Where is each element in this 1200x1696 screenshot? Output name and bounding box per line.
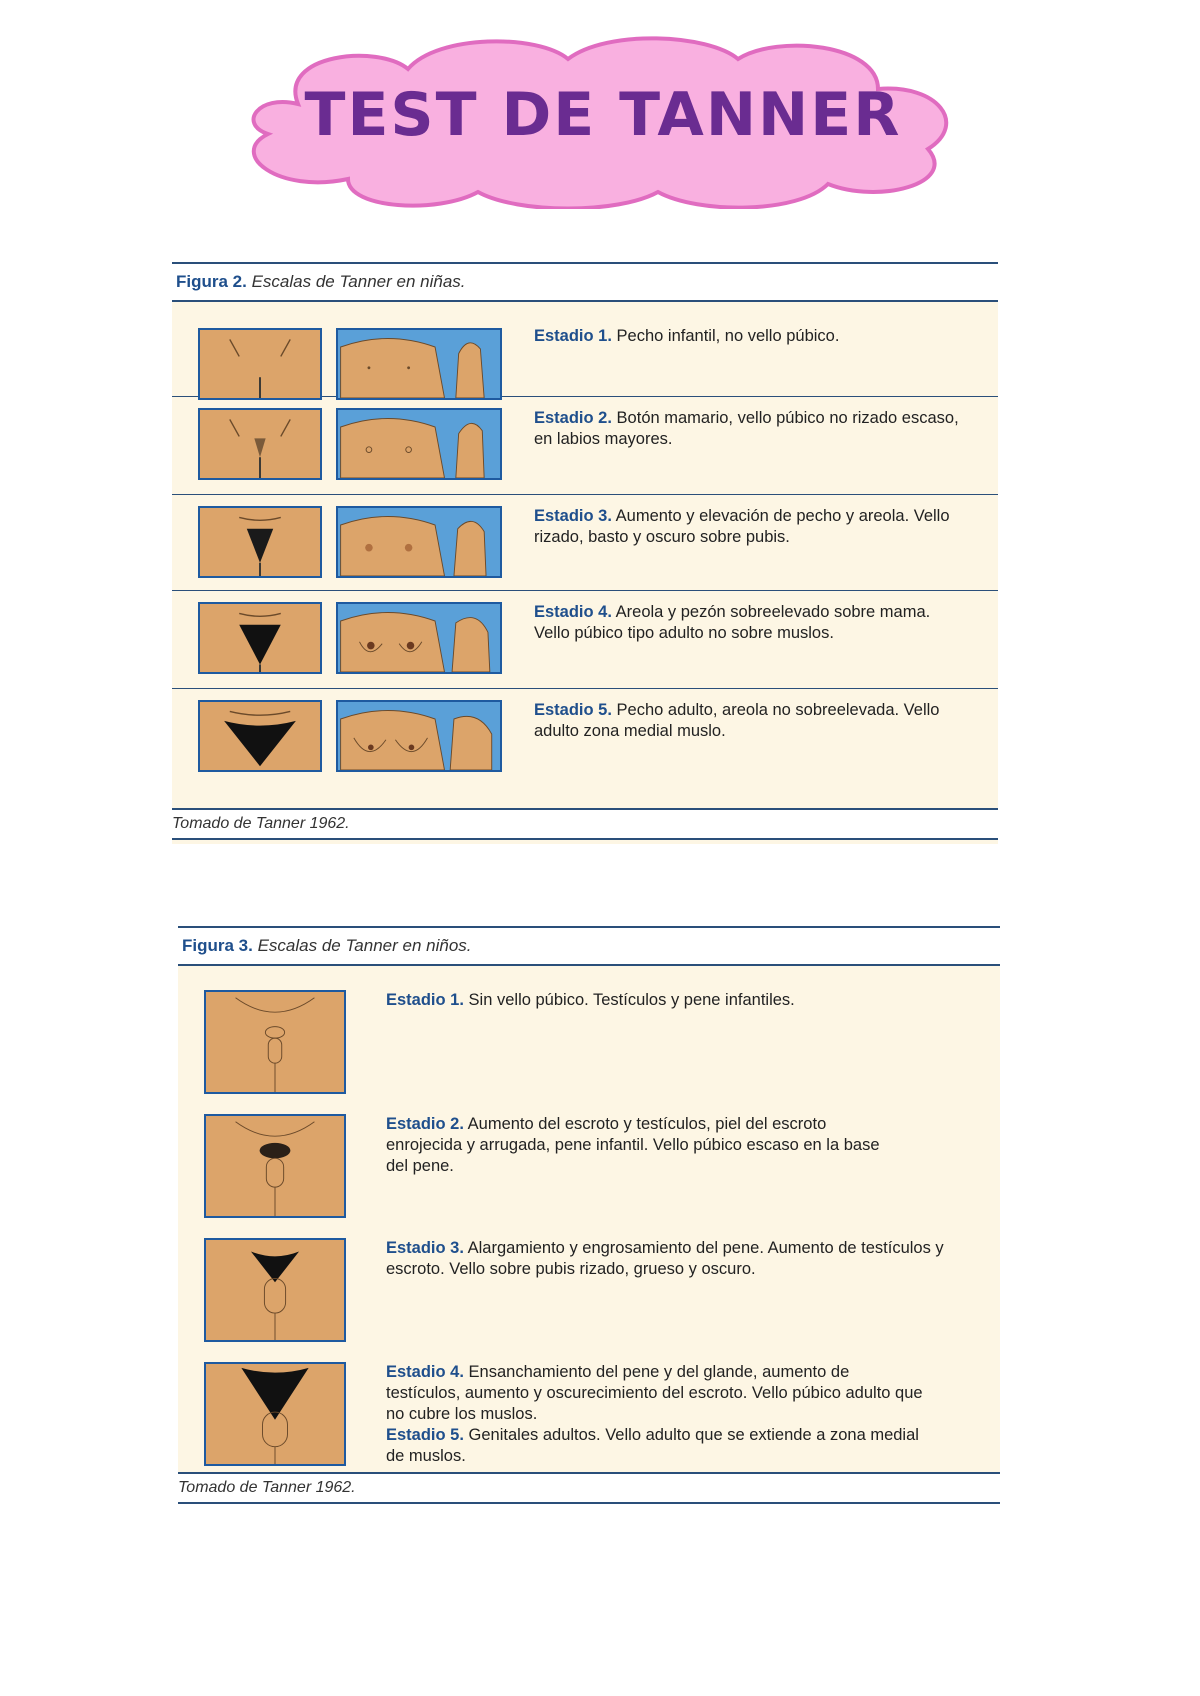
figure-boys bbox=[178, 926, 1000, 1500]
stage-description bbox=[534, 506, 964, 548]
caption-text: Escalas de Tanner en niñas. bbox=[251, 272, 466, 291]
pubic-illustration bbox=[198, 408, 322, 480]
pubic-illustration bbox=[198, 506, 322, 578]
stage-text: Genitales adultos. Vello adulto que se extiende a zona medial de muslos. bbox=[386, 1426, 919, 1465]
stage-text: Alargamiento y engrosamiento del pene. Aumento de testículos y escroto. Vello sobre pubis rizado, grueso y oscuro. bbox=[386, 1239, 944, 1278]
stage-text: Areola y pezón sobreelevado sobre mama. Vello púbico tipo adulto no sobre muslos. bbox=[534, 603, 931, 642]
figure-caption bbox=[178, 926, 1000, 966]
figure-caption bbox=[172, 262, 998, 302]
stage-row bbox=[172, 300, 998, 397]
page-title: TEST DE TANNER bbox=[304, 80, 902, 150]
figure-source: Tomado de Tanner 1962. bbox=[172, 808, 998, 840]
stage-label: Estadio 2. bbox=[534, 409, 612, 427]
stage-description bbox=[386, 1238, 946, 1280]
stage-label: Estadio 1. bbox=[386, 991, 464, 1009]
stage-text: Pecho adulto, areola no sobreelevada. Vello adulto zona medial muslo. bbox=[534, 701, 940, 740]
stage-label: Estadio 4. bbox=[534, 603, 612, 621]
pubic-illustration bbox=[198, 328, 322, 400]
genital-illustration bbox=[204, 1362, 346, 1466]
figure-girls bbox=[172, 262, 998, 844]
stage-label: Estadio 3. bbox=[534, 507, 612, 525]
stage-description bbox=[386, 990, 946, 1011]
stage-text: Sin vello púbico. Testículos y pene infantiles. bbox=[468, 991, 795, 1009]
breast-illustration bbox=[336, 602, 502, 674]
stage-row bbox=[178, 964, 1000, 1088]
stage-row bbox=[178, 1336, 1000, 1465]
stage-label: Estadio 1. bbox=[534, 327, 612, 345]
stage-row bbox=[172, 688, 998, 794]
stage-description bbox=[386, 1114, 906, 1177]
genital-illustration bbox=[204, 1114, 346, 1218]
pubic-illustration bbox=[198, 602, 322, 674]
stage-label: Estadio 4. bbox=[386, 1363, 464, 1381]
figure-source: Tomado de Tanner 1962. bbox=[178, 1472, 1000, 1504]
stage-description bbox=[534, 408, 964, 450]
stage-description bbox=[534, 700, 964, 742]
stage-label: Estadio 3. bbox=[386, 1239, 464, 1257]
breast-illustration bbox=[336, 700, 502, 772]
stage-text: Aumento del escroto y testículos, piel del escroto enrojecida y arrugada, pene infantil. Vello púbico escaso en la base del pene. bbox=[386, 1115, 880, 1175]
stage-text: Aumento y elevación de pecho y areola. Vello rizado, basto y oscuro sobre pubis. bbox=[534, 507, 950, 546]
stage-description bbox=[534, 326, 964, 347]
stage-row bbox=[172, 396, 998, 495]
caption-text: Escalas de Tanner en niños. bbox=[257, 936, 472, 955]
stage-row bbox=[178, 1212, 1000, 1336]
stage-text: Ensanchamiento del pene y del glande, aumento de testículos, aumento y oscurecimiento del escroto. Vello púbico adulto que no cubre los muslos. bbox=[386, 1363, 923, 1423]
breast-illustration bbox=[336, 506, 502, 578]
breast-illustration bbox=[336, 328, 502, 400]
stage-label: Estadio 5. bbox=[534, 701, 612, 719]
stage-text: Pecho infantil, no vello púbico. bbox=[616, 327, 840, 345]
stage-description bbox=[534, 602, 964, 644]
caption-label: Figura 3. bbox=[182, 936, 253, 955]
stage-label: Estadio 5. bbox=[386, 1426, 464, 1444]
genital-illustration bbox=[204, 1238, 346, 1342]
stage-label: Estadio 2. bbox=[386, 1115, 464, 1133]
stage-description bbox=[386, 1362, 926, 1467]
genital-illustration bbox=[204, 990, 346, 1094]
stage-text: Botón mamario, vello púbico no rizado escaso, en labios mayores. bbox=[534, 409, 959, 448]
caption-label: Figura 2. bbox=[176, 272, 247, 291]
breast-illustration bbox=[336, 408, 502, 480]
pubic-illustration bbox=[198, 700, 322, 772]
stage-row bbox=[172, 494, 998, 591]
stage-row bbox=[172, 590, 998, 689]
title-banner bbox=[238, 34, 968, 209]
stage-row bbox=[178, 1088, 1000, 1212]
